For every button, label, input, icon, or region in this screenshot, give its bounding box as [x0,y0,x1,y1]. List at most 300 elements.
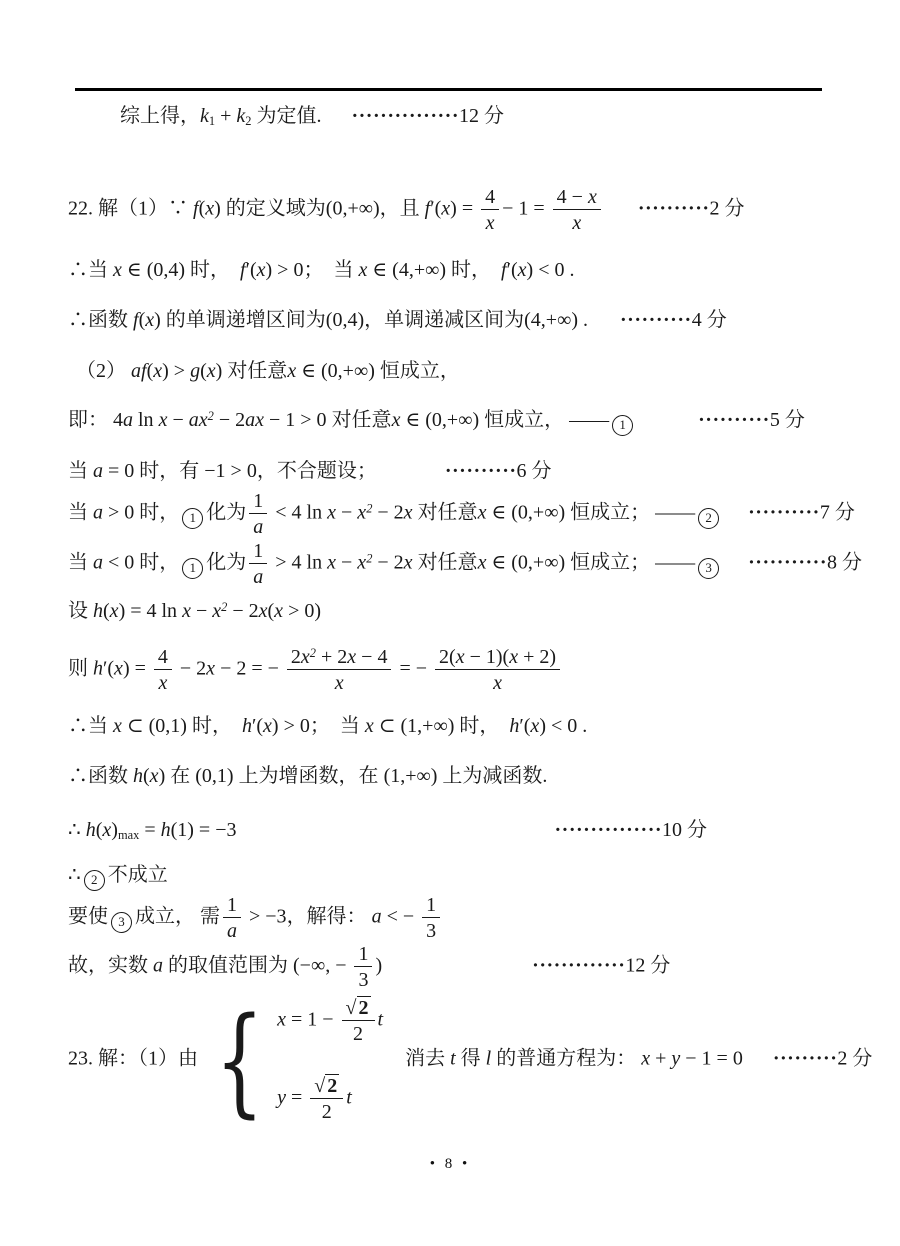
math-variable: g [190,360,201,382]
math-variable: x [114,657,123,680]
circled-number: 1 [182,558,203,579]
math-upright: − [336,501,358,524]
superscript: 2 [207,408,214,423]
numerator [422,894,440,918]
math-upright: ) > 0 [271,715,310,737]
radical-sign-icon: √ [314,1075,326,1097]
math-variable: k [200,105,209,127]
math-variable: h [160,819,171,841]
math-variable: y [671,1047,681,1070]
math-variable: a [227,920,237,942]
math-upright: ) [214,197,226,220]
math-upright: ) = 4 ln [118,600,183,622]
math-variable: x [327,501,337,524]
math-upright: ( [138,309,146,331]
math-variable: x [263,715,272,737]
math-variable: x [530,715,540,737]
math-upright: 4 [485,186,496,208]
denominator [249,564,267,588]
math-upright: ) < 0 . [526,259,575,281]
numerator [342,997,375,1021]
chinese-text: 的单调递增区间为 [165,309,326,331]
document-content [68,91,873,1129]
math-upright: 4 − [556,186,588,208]
math-upright: ( [267,600,275,622]
math-variable: f [424,197,431,220]
numerator [287,646,392,670]
chinese-text: ，且 [379,197,425,220]
denominator [223,918,241,942]
math-variable: x [109,600,119,622]
line-intervals-h [68,763,838,789]
chinese-text: 综上得， [120,105,200,127]
math-variable: a [93,551,103,574]
math-upright: ) < 0 . [539,715,588,737]
math-variable: x [206,657,216,680]
line-h-derivative [68,646,838,694]
math-upright: 2( [439,646,456,668]
math-variable: t [450,1047,456,1070]
math-upright: ′( [430,197,442,220]
math-variable: h [509,715,520,737]
math-upright: (4,+∞) . [524,309,588,331]
math-variable: f [240,259,246,281]
math-upright: 2 [321,1101,332,1123]
math-upright: − 4 [356,646,388,668]
chinese-text: 即： [68,409,113,431]
math-upright: 1 [253,490,264,512]
math-variable: k [236,105,246,127]
dot-leader: ············· [532,954,626,977]
line-case-a-negative [68,540,862,588]
math-upright: − 2 [372,551,404,574]
superscript: 2 [221,599,228,614]
denominator [310,1099,343,1123]
math-upright: 3 [358,969,369,991]
math-upright: − 1)( [464,646,510,668]
math-upright: = [139,819,161,841]
denominator [422,918,440,942]
line-monotonic-h [68,713,838,739]
math-variable: a [253,516,264,538]
math-upright: 12 [625,954,651,977]
chinese-text: 时， [139,551,180,574]
math-upright: ⊂ (1,+∞) [373,715,460,737]
chinese-text: 上为增函数，在 [238,765,384,787]
math-upright: ( [143,765,150,787]
math-variable: x [347,646,357,668]
math-upright: ) [111,819,118,841]
math-upright: ) = [450,197,479,220]
denominator [342,1021,375,1045]
math-variable: x [205,197,215,220]
math-upright: − 1 = 0 [680,1047,743,1070]
math-upright: ′( [519,715,531,737]
math-upright: 10 [662,819,688,841]
fraction [154,646,172,694]
numerator [354,943,372,967]
chinese-text: 时， [451,259,492,281]
math-variable: x [493,672,502,694]
chinese-text: 消去 [405,1047,451,1070]
math-upright: 5 [769,409,785,431]
math-variable: y [277,1086,286,1109]
math-upright: 1 [227,894,237,916]
chinese-text: ，单调递减区间为 [364,309,525,331]
math-upright: 2 [837,1047,853,1070]
math-upright: + 2) [518,646,557,668]
math-upright: ∈ (4,+∞) [367,259,452,281]
math-upright: 4 [691,309,707,331]
chinese-text: ； [309,715,330,737]
dot-leader: ··············· [351,105,460,127]
numerator [310,1075,343,1099]
chinese-text: 对任意 [331,409,392,431]
chinese-text: 分 [650,954,671,977]
chinese-text: 分 [784,409,805,431]
math-upright: > −3 [244,905,287,928]
line-intervals-f [68,307,838,333]
math-upright: (0,+∞) [325,197,380,220]
chinese-text: 的取值范围为 [163,954,293,977]
fraction [422,894,440,942]
math-variable: a [93,501,103,524]
math-upright: + [215,105,237,127]
chinese-text: 时，有 [139,460,200,482]
math-upright: 12 [459,105,485,127]
math-upright: ) [215,360,228,382]
math-upright: ( [198,197,206,220]
chinese-text: 恒成立； —— [570,501,696,524]
math-upright: ∈ (0,+∞) [400,409,485,431]
math-variable: x [509,646,519,668]
math-upright: 3 [426,920,437,942]
math-variable: x [403,501,413,524]
chinese-text: 化为 [206,551,247,574]
numerator [223,894,241,918]
math-upright: 7 [819,501,835,524]
numerator [154,646,172,670]
math-upright: ∈ (0,+∞) [486,501,571,524]
chinese-text: 时， [139,501,180,524]
fraction [249,490,267,538]
math-variable: h [93,657,103,680]
numerator [481,186,499,210]
subscript: 2 [245,114,252,129]
math-variable: x [587,186,597,208]
math-variable: af [131,360,147,382]
circled-number: 1 [612,415,633,436]
chinese-text: 时， [190,259,231,281]
dot-leader: ·········· [444,460,517,482]
math-upright: = [285,1086,308,1109]
numerator [249,490,267,514]
math-upright: ( [200,360,207,382]
math-upright: > 0 [103,501,140,524]
math-variable: x [145,309,155,331]
math-variable: x [441,197,451,220]
math-upright: (1,+∞) [383,765,443,787]
math-upright: − 2 [174,657,207,680]
math-upright: ⊂ (0,1) [121,715,192,737]
chinese-text: 分 [531,460,552,482]
math-upright: = − [394,657,433,680]
chinese-text: 当 [68,501,93,524]
math-variable: x [149,765,159,787]
numerator [249,540,267,564]
chinese-text: ∴当 [68,715,113,737]
math-upright: 4 [113,409,123,431]
square-root [346,996,371,1019]
line-23-parametric [68,990,873,1129]
math-variable: x [113,259,122,281]
denominator [481,210,499,234]
math-variable: h [93,600,103,622]
fraction [342,997,375,1045]
chinese-text: 成立， 需 [135,905,220,928]
math-variable: x [258,600,268,622]
math-upright: = 0 [103,460,140,482]
radicand: 2 [327,1075,338,1097]
math-variable: x [327,551,337,574]
circled-number: 3 [111,912,132,933]
denominator [435,670,560,694]
math-upright: − 2 = − [215,657,284,680]
line-inequality-1 [68,407,838,436]
chinese-text: 分 [724,197,745,220]
math-variable: t [346,1086,352,1109]
math-upright: −1 > 0 [199,460,257,482]
fraction [223,894,241,942]
chinese-text: 分 [484,105,505,127]
math-variable: x [102,819,112,841]
math-variable: f [193,197,199,220]
denominator [154,670,172,694]
math-variable: h [241,715,252,737]
line-define-h [68,598,838,624]
chinese-text: 为定值. [251,105,322,127]
system-equations [277,997,383,1123]
fraction [435,646,560,694]
math-upright: + 2 [316,646,348,668]
math-upright: ) [154,309,166,331]
chinese-text: 得 [455,1047,486,1070]
math-upright: 4 [157,646,168,668]
math-variable: x [158,672,168,694]
chinese-text: 在 [170,765,196,787]
math-upright: ∈ (0,+∞) [296,360,380,382]
chinese-text: 分 [842,551,862,574]
math-upright: 23. [68,1047,98,1070]
circled-number: 2 [698,508,719,529]
chinese-text: 上为减函数. [442,765,548,787]
math-upright: − 2 [372,501,404,524]
chinese-text: ∴ [68,864,81,886]
math-variable: x [403,551,413,574]
line-monotonic-f [68,257,838,283]
math-variable: x [158,409,168,431]
line-case-a-positive [68,490,855,538]
chinese-text: ，解得： [286,905,372,928]
math-variable: x [477,501,487,524]
fraction [553,186,601,234]
math-upright: 22. [68,197,98,220]
dot-leader: ·········· [637,197,710,220]
fraction [481,186,499,234]
math-variable: x [477,551,487,574]
chinese-text: ∴函数 [68,309,133,331]
line-part2-statement [68,358,838,384]
brace-icon: { [215,990,264,1129]
chinese-text: 对任意 [227,360,288,382]
equation-system [202,990,384,1129]
chinese-text: 当 [339,715,365,737]
math-upright: ) [375,954,383,977]
math-upright: (0,4) [325,309,365,331]
math-upright: 8 [827,551,842,574]
math-upright: ∈ (0,+∞) [486,551,571,574]
line-case-a-zero [68,458,838,484]
chinese-text: ∴函数 [68,765,133,787]
math-variable: h [85,819,96,841]
math-variable: x [455,646,465,668]
math-variable: x [517,259,527,281]
math-upright: (0,1) [195,765,239,787]
radicand: 2 [358,997,369,1019]
numerator [435,646,560,670]
math-upright: + [650,1047,672,1070]
math-variable: x [287,360,297,382]
math-upright: ln [133,409,159,431]
chinese-text: 的普通方程为： [491,1047,642,1070]
math-upright: − 2 [213,409,246,431]
math-upright: 1 [253,540,264,562]
math-upright: ( [95,819,103,841]
math-variable: x [113,715,122,737]
system-equation-row [277,1075,383,1123]
chinese-text: 分 [852,1047,873,1070]
dot-leader: ·········· [748,501,820,524]
circled-number: 2 [84,870,105,891]
math-upright: ) > [162,360,191,382]
math-upright: > 4 ln [270,551,328,574]
chinese-text: 解（1）∵ [98,197,193,220]
chinese-text: 设 [68,600,93,622]
line-solve-3 [68,894,838,942]
radical-sign-icon: √ [345,997,357,1019]
line-h-max [68,817,838,843]
chinese-text: 化为 [206,501,247,524]
math-variable: a [153,954,163,977]
line-22-derivative [68,186,838,234]
math-variable: x [256,259,266,281]
math-variable: x [485,212,495,234]
superscript: 2 [366,551,373,566]
chinese-text: 要使 [68,905,108,928]
math-variable: x [300,646,310,668]
chinese-text: 的定义域为 [225,197,326,220]
numerator [553,186,601,210]
dot-leader: ··············· [554,819,663,841]
math-variable: a [123,409,133,431]
math-upright: ′( [103,657,115,680]
math-variable: ax [245,409,264,431]
math-variable: x [357,551,367,574]
chinese-text: ； [303,259,324,281]
math-variable: x [277,1008,286,1031]
math-variable: x [391,409,401,431]
math-variable: f [133,309,139,331]
denominator [354,967,372,991]
chinese-text: 时， [459,715,500,737]
chinese-text: 对任意 [412,501,478,524]
subscript: max [117,828,140,843]
math-upright: − 1 = [502,197,550,220]
page-number: • 8 • [429,1156,471,1172]
math-upright: ′( [506,259,518,281]
chinese-text: 恒成立； —— [570,551,696,574]
math-upright: ) > 0 [265,259,304,281]
superscript: 2 [366,501,373,516]
math-variable: a [371,905,382,928]
math-variable: x [364,715,374,737]
math-upright: − [167,409,189,431]
superscript: 2 [309,645,316,660]
chinese-text: 当 [68,460,93,482]
fraction [249,540,267,588]
math-upright: 1 [426,894,437,916]
chinese-text: 分 [706,309,727,331]
fraction [287,646,392,694]
dot-leader: ········· [772,1047,838,1070]
chinese-text: 恒成立， —— [484,409,610,431]
math-upright: ′( [251,715,264,737]
math-variable: x [153,360,163,382]
chinese-text: 故，实数 [68,954,153,977]
chinese-text: ，不合题设； [256,460,377,482]
line-conclusion-21 [68,103,838,129]
math-variable: f [501,259,507,281]
fraction [310,1075,343,1123]
math-upright: ) = [122,657,151,680]
math-variable: x [274,600,284,622]
math-upright: ( [103,600,110,622]
dot-leader: ··········· [748,551,827,574]
math-variable: a [93,460,103,482]
math-upright: 1 [358,943,369,965]
chinese-text: 不成立 [107,864,168,886]
math-upright: − 1 > 0 [264,409,332,431]
fraction [354,943,372,991]
math-upright: < 0 [103,551,140,574]
math-variable: x [206,360,216,382]
denominator [249,514,267,538]
math-variable: h [133,765,143,787]
math-variable: x [334,672,344,694]
math-upright: < 4 ln [270,501,328,524]
chinese-text: 对任意 [412,551,478,574]
system-equation-row [277,997,383,1045]
subscript: 1 [208,114,216,129]
math-variable: x [357,501,367,524]
math-upright: > 0) [283,600,322,622]
denominator [287,670,392,694]
math-upright: ′( [245,259,257,281]
math-variable: x [212,600,222,622]
dot-leader: ·········· [619,309,692,331]
math-upright: (1) = −3 [170,819,237,841]
math-upright: ) [158,765,171,787]
